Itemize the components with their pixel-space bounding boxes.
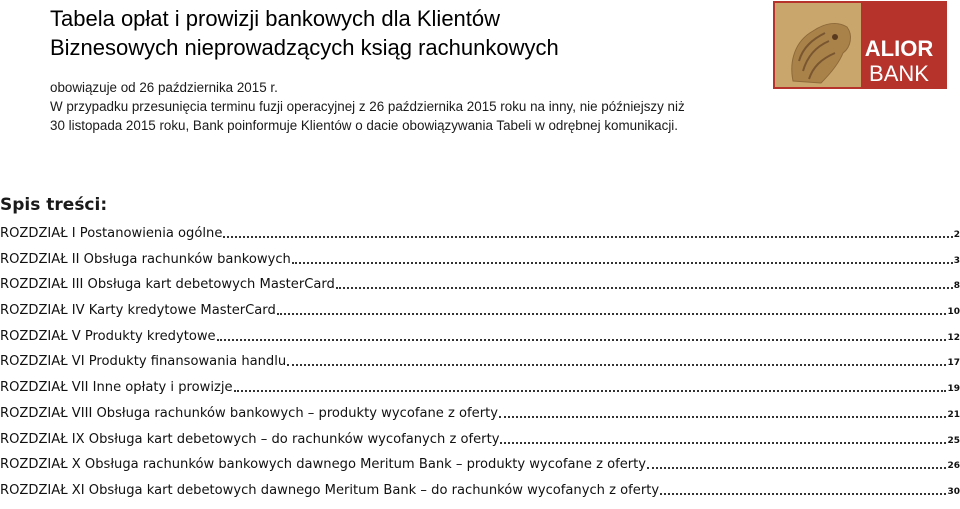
intro-line: 30 listopada 2015 roku, Bank poinformuje Klientów o dacie obowiązywania Tabeli w odrębnej komunikacji. (50, 118, 678, 133)
toc-item-label[interactable]: ROZDZIAŁ III Obsługa kart debetowych MasterCard (0, 277, 335, 293)
toc-item-page[interactable]: 2 (953, 230, 960, 240)
toc-dot-leader (223, 234, 952, 238)
toc-item[interactable] (0, 380, 960, 406)
toc-item-page[interactable]: 26 (947, 461, 960, 472)
toc-item[interactable] (0, 303, 960, 329)
logo-text-line1: ALIOR (864, 36, 934, 61)
toc-item[interactable] (0, 354, 960, 380)
toc-dot-leader (234, 388, 947, 392)
toc-item-label[interactable]: ROZDZIAŁ IX Obsługa kart debetowych – do rachunków wycofanych z oferty (0, 431, 500, 447)
toc-item-label[interactable]: ROZDZIAŁ IV Karty kredytowe MasterCard (0, 303, 276, 319)
toc-item-label[interactable]: ROZDZIAŁ II Obsługa rachunków bankowych (0, 251, 291, 267)
toc-item-label[interactable]: ROZDZIAŁ VII Inne opłaty i prowizje (0, 380, 233, 396)
document-title-line: Tabela opłat i prowizji bankowych dla Klientów (50, 6, 501, 31)
logo-text-line2: BANK (869, 61, 929, 86)
toc-item-label[interactable]: ROZDZIAŁ V Produkty kredytowe (0, 328, 216, 344)
toc-dot-leader (277, 311, 947, 315)
toc-dot-leader (499, 414, 947, 418)
toc-item-label[interactable]: ROZDZIAŁ I Postanowienia ogólne (0, 226, 223, 241)
toc-dot-leader (336, 285, 953, 289)
intro-line: W przypadku przesunięcia terminu fuzji operacyjnej z 26 października 2015 roku na inny, nie późniejszy niż (50, 99, 685, 114)
toc-item-page[interactable]: 10 (947, 307, 960, 318)
toc-item-page[interactable]: 3 (953, 255, 960, 266)
document-title-line: Biznesowych nieprowadzących ksiąg rachunkowych (50, 35, 559, 60)
toc-dot-leader (500, 440, 946, 444)
toc-item[interactable] (0, 226, 960, 252)
toc-item[interactable] (0, 483, 960, 509)
toc-item-page[interactable]: 8 (953, 281, 960, 292)
toc-dot-leader (660, 491, 946, 495)
toc-item[interactable] (0, 277, 960, 303)
toc-item[interactable] (0, 432, 960, 458)
toc-item-page[interactable]: 12 (947, 332, 960, 343)
toc-dot-leader (217, 337, 947, 341)
toc-item-label[interactable]: ROZDZIAŁ XI Obsługa kart debetowych dawnego Meritum Bank – do rachunków wycofanych z oferty (0, 482, 660, 498)
toc-item-page[interactable]: 19 (947, 384, 960, 395)
alior-bank-logo (773, 1, 947, 89)
toc-item-page[interactable]: 30 (947, 486, 960, 497)
toc-heading: Spis treści: (0, 195, 108, 215)
toc-item[interactable] (0, 252, 960, 278)
toc-item[interactable] (0, 329, 960, 355)
toc-item[interactable] (0, 406, 960, 432)
toc-dot-leader (287, 362, 946, 366)
table-of-contents (0, 226, 960, 509)
effective-date: obowiązuje od 26 października 2015 r. (50, 80, 278, 95)
toc-item-page[interactable]: 17 (947, 358, 960, 369)
toc-item-label[interactable]: ROZDZIAŁ VI Produkty finansowania handlu (0, 354, 287, 370)
toc-item-page[interactable]: 21 (947, 409, 960, 420)
document-title (50, 4, 750, 62)
toc-dot-leader (647, 465, 946, 469)
logo-graphic (773, 1, 947, 89)
toc-item[interactable] (0, 457, 960, 483)
intro-text (50, 78, 760, 135)
toc-item-page[interactable]: 25 (947, 435, 960, 446)
toc-item-label[interactable]: ROZDZIAŁ X Obsługa rachunków bankowych dawnego Meritum Bank – produkty wycofane z oferty (0, 457, 647, 473)
toc-item-label[interactable]: ROZDZIAŁ VIII Obsługa rachunków bankowych – produkty wycofane z oferty (0, 405, 498, 421)
toc-dot-leader (292, 260, 953, 264)
